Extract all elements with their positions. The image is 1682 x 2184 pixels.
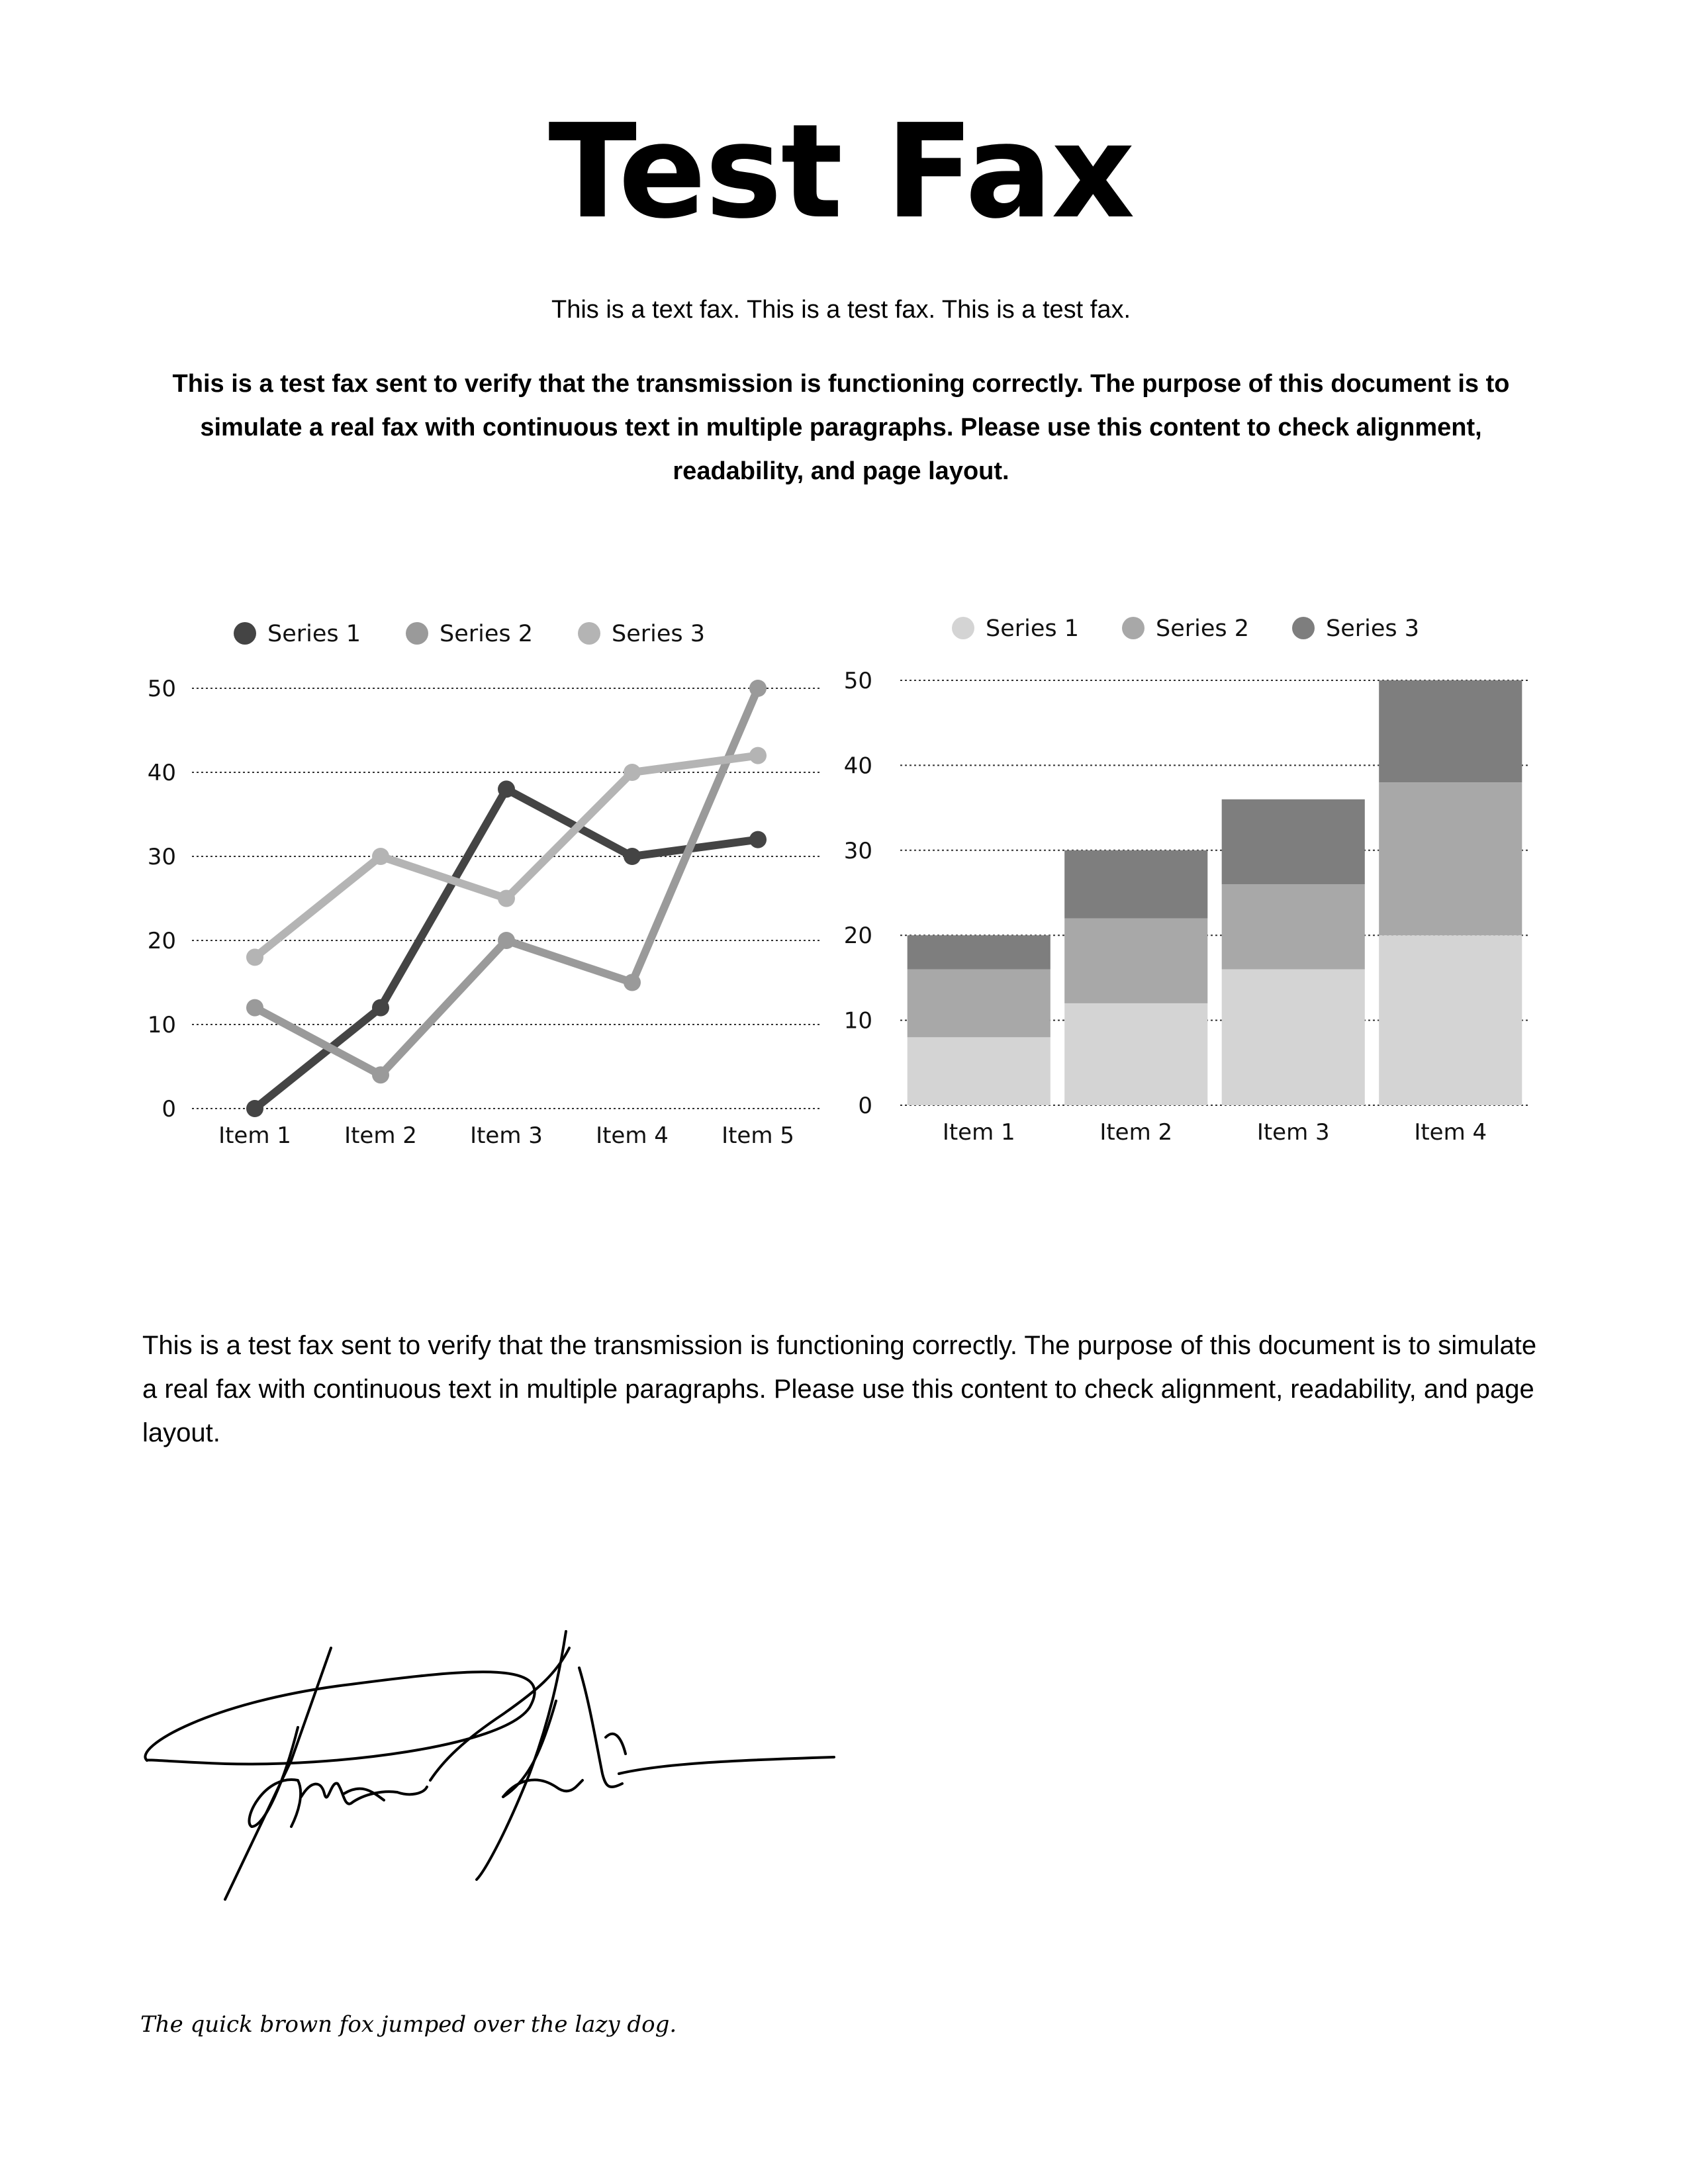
bar-chart-legend (952, 615, 1419, 642)
data-point (749, 831, 767, 848)
bar-segment (1064, 919, 1207, 1003)
data-point (372, 848, 389, 865)
data-point (246, 1100, 263, 1117)
data-point (624, 974, 641, 991)
y-tick-label: 30 (147, 844, 176, 870)
data-point (498, 890, 515, 907)
line-chart-series (246, 680, 767, 1117)
bar-segment (1222, 884, 1365, 969)
x-tick-label: Item 3 (470, 1122, 543, 1149)
page-title: Test Fax (548, 97, 1134, 248)
data-point (498, 780, 515, 797)
bar-segment (1222, 970, 1365, 1105)
legend-label: Series 3 (612, 621, 706, 647)
legend-marker (1122, 617, 1145, 639)
y-tick-label: 0 (162, 1096, 176, 1122)
legend-marker (952, 617, 974, 639)
bar-segment (1222, 799, 1365, 884)
bar-segment (1379, 782, 1522, 935)
data-point (498, 932, 515, 949)
y-tick-label: 50 (147, 676, 176, 702)
y-tick-label: 10 (843, 1007, 872, 1034)
legend-label: Series 1 (986, 615, 1080, 642)
y-tick-label: 50 (843, 668, 872, 694)
data-point (246, 999, 263, 1017)
y-tick-label: 30 (843, 837, 872, 864)
intro-paragraph: This is a test fax sent to verify that the transmission is functioning correctly. The purpose of this document is to simulate a real fax with continuous text in multiple paragraphs. Please use this content to check alignment, readability, and page layout. (172, 370, 1510, 485)
x-tick-label: Item 2 (1099, 1119, 1173, 1146)
footer-note: The quick brown fox jumped over the lazy dog. (140, 2011, 677, 2038)
y-tick-label: 40 (147, 760, 176, 786)
data-point (372, 999, 389, 1017)
line-chart-legend (234, 621, 705, 647)
x-tick-label: Item 5 (722, 1122, 794, 1149)
legend-marker (1292, 617, 1315, 639)
data-point (372, 1066, 389, 1083)
legend-label: Series 3 (1326, 615, 1420, 642)
x-tick-label: Item 2 (344, 1122, 417, 1149)
body-paragraph: This is a test fax sent to verify that the transmission is functioning correctly. The purpose of this document is to simulate a real fax with continuous text in multiple paragraphs. Please use this content to check alignment, readability, and page layout. (142, 1331, 1537, 1447)
y-tick-label: 10 (147, 1012, 176, 1038)
y-tick-label: 20 (147, 928, 176, 954)
data-point (246, 948, 263, 966)
line-chart-x-axis (218, 1122, 794, 1149)
bar-segment (1379, 935, 1522, 1105)
bar-segment (1379, 680, 1522, 782)
subtitle: This is a text fax. This is a test fax. This is a test fax. (551, 296, 1131, 324)
bar-segment (908, 1037, 1051, 1105)
y-tick-label: 20 (843, 923, 872, 950)
legend-marker (234, 622, 256, 645)
x-tick-label: Item 3 (1256, 1119, 1330, 1146)
x-tick-label: Item 1 (942, 1119, 1015, 1146)
series-line (255, 688, 758, 1075)
bar-chart-bars (908, 680, 1522, 1105)
legend-marker (406, 622, 428, 645)
line-chart-y-axis (148, 676, 176, 1122)
legend-marker (578, 622, 600, 645)
handwritten-signature-icon (132, 1628, 847, 1919)
y-tick-label: 0 (858, 1093, 872, 1119)
line-chart (126, 606, 847, 1175)
bar-segment (1064, 850, 1207, 919)
bar-segment (1064, 1003, 1207, 1105)
x-tick-label: Item 4 (596, 1122, 669, 1149)
y-tick-label: 40 (843, 752, 872, 780)
legend-label: Series 2 (440, 621, 534, 647)
x-tick-label: Item 1 (218, 1122, 291, 1149)
data-point (749, 747, 767, 764)
bar-chart (843, 606, 1556, 1175)
bar-segment (908, 935, 1051, 969)
bar-chart-y-axis (844, 668, 872, 1119)
x-tick-label: Item 4 (1414, 1119, 1487, 1146)
legend-label: Series 2 (1156, 615, 1250, 642)
data-point (749, 680, 767, 697)
bar-segment (908, 970, 1051, 1038)
data-point (624, 848, 641, 865)
data-point (624, 764, 641, 781)
bar-chart-x-axis (943, 1119, 1487, 1146)
legend-label: Series 1 (267, 621, 361, 647)
